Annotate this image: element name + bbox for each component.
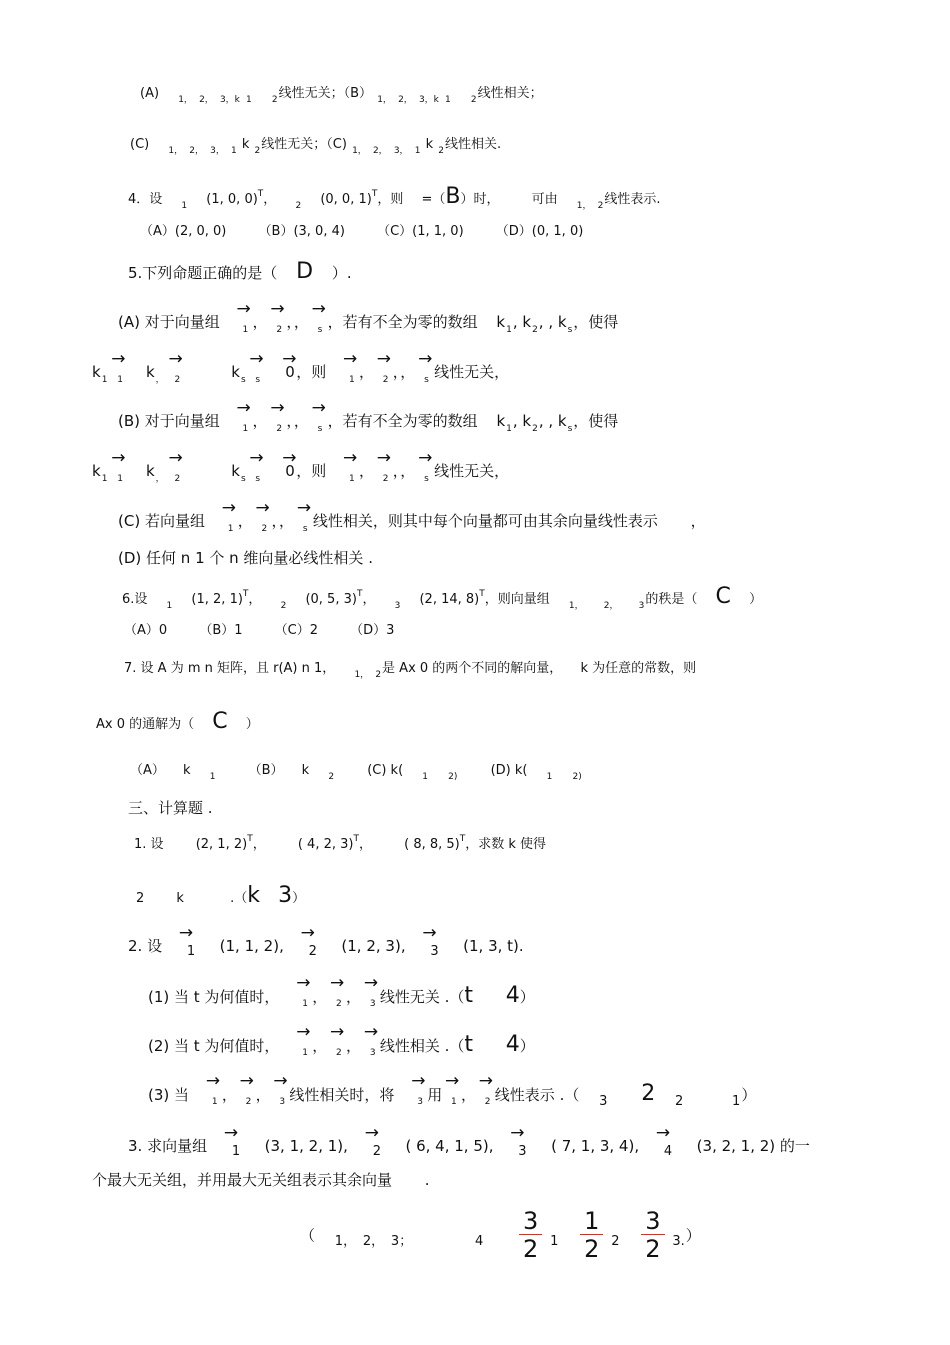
- q5-option-b-line-2: $k_1$ → 1 $k_,$ → 2 $k_s$ → s → 0 ，则 → 1 ， → 2 ，， → s 线性无关，: [92, 461, 509, 484]
- q5-option-c: (C) 若向量组 → 1 ， → 2 ，， → s 线性相关，则其中每个向量都可由其余向量线性表示 ，: [118, 511, 706, 531]
- question-7-line-2: Ax 0 的通解为（ C ）: [96, 709, 259, 734]
- answer-calc-1-value: 3: [278, 883, 293, 908]
- option-line-2: (C) $_{1,}$ $_{2,}$ $_{3,}$ $_1$ k $_2$线性无关；（C) $_{1,}$ $_{2,}$ $_{3,}$ $_1$ k $_2$线性相关.: [130, 137, 502, 156]
- fraction-2: $\frac{1}{2}$: [580, 1208, 603, 1263]
- calc-question-3-answer: （ 1， 2， 3； 4 $\frac{3}{2}$ 1 $\frac{1}{2}$ 2 $\frac{3}{2}$ 3.）: [300, 1207, 701, 1263]
- answer-q5: D: [296, 259, 314, 284]
- option-line-1: (A) $_{1,}$ $_{2,}$ $_{3,k}$ $_1$ $_2$线性无关；（B） $_{1,}$ $_{2,}$ $_{3,k}$ $_1$ $_2$线性相关；: [140, 86, 543, 105]
- q5-option-d: (D) 任何 n 1 个 n 维向量必线性相关 .: [118, 549, 373, 567]
- question-6: 6.设 $_1$ (1, 2, 1)$^T$， $_2$ (0, 5, 3)$^T$， $_3$ (2, 14, 8)$^T$，则向量组 $_{1,}$ $_{2,}$ $_3$的秩是（ C ）: [122, 584, 763, 611]
- vector-alpha-1: → 1: [239, 312, 253, 332]
- vector-alpha-2: → 2: [272, 312, 286, 332]
- section-heading-calculation: 三、计算题 .: [128, 799, 213, 817]
- question-6-options: （A）0 （B）1 （C）2 （D）3: [124, 623, 395, 638]
- question-5: 5.下列命题正确的是（ D ）.: [128, 259, 352, 284]
- question-4-options: （A）(2, 0, 0) （B）(3, 0, 4) （C）(1, 1, 0) （D）(0, 1, 0): [140, 224, 584, 239]
- calc-question-2-part-2: (2) 当 t 为何值时， → 1 ， → 2 ， → 3 线性相关 .（t 4）: [148, 1035, 535, 1056]
- fraction-1: $\frac{3}{2}$: [519, 1208, 542, 1263]
- calc-question-1: 1. 设 (2, 1, 2)$^T$， ( 4, 2, 3)$^T$， ( 8, 8, 5)$^T$，求数 k 使得: [134, 834, 547, 852]
- calc-question-1-line-2: 2 k .（k 3）: [136, 883, 306, 908]
- calc-question-2: 2. 设 → 1 (1, 1, 2), → 2 (1, 2, 3), → 3 (1, 3, t).: [128, 936, 524, 956]
- q5-option-a-line-1: (A) 对于向量组 → 1 ， → 2 ，， → s ，若有不全为零的数组 $k_1$, $k_2$, , $k_s$，使得: [118, 312, 618, 335]
- answer-q4: B: [445, 184, 461, 209]
- q5-option-a-line-2: $k_1$ → 1 $k_,$ → 2 $k_s$ → s → 0 ，则 → 1 ， → 2 ，， → s 线性无关，: [92, 362, 509, 385]
- q5-option-b-line-1: (B) 对于向量组 → 1 ， → 2 ，， → s ，若有不全为零的数组 $k_1$, $k_2$, , $k_s$，使得: [118, 411, 618, 434]
- calc-question-3-line-2: 个最大无关组，并用最大无关组表示其余向量 .: [92, 1171, 430, 1189]
- answer-q6: C: [715, 584, 731, 609]
- calc-question-2-part-3: (3) 当 → 1 ， → 2 ， → 3 线性相关时，将 → 3 用 → 1 ， → 2 线性表示 .（ 3 2 2 1）: [148, 1084, 756, 1107]
- question-4: 4．设 $_1$ (1, 0, 0)$^T$， $_2$ (0, 0, 1)$^T$，则 =（B）时， 可由 $_{1,}$ $_2$线性表示.: [128, 184, 661, 211]
- calc-question-3: 3. 求向量组 → 1 (3, 1, 2, 1), → 2 ( 6, 4, 1, 5), → 3 ( 7, 1, 3, 4), → 4 (3, 2, 1, 2) 的一: [128, 1136, 810, 1156]
- question-7-options: （A） k $_1$ （B） k $_2$ (C) k( $_1$ $_{2)}$ (D) k( $_1$ $_{2)}$: [130, 763, 582, 782]
- vector-alpha-s: → s: [314, 312, 328, 332]
- answer-calc-1-k: k: [247, 883, 260, 908]
- calc-question-2-part-1: (1) 当 t 为何值时， → 1 ， → 2 ， → 3 线性无关 .（t 4）: [148, 986, 535, 1007]
- question-7: 7. 设 A 为 m n 矩阵，且 r(A) n 1， $_{1,}$ $_2$是 Ax 0 的两个不同的解向量， k 为任意的常数，则: [124, 661, 697, 680]
- answer-q7: C: [212, 709, 228, 734]
- fraction-3: $\frac{3}{2}$: [641, 1208, 664, 1263]
